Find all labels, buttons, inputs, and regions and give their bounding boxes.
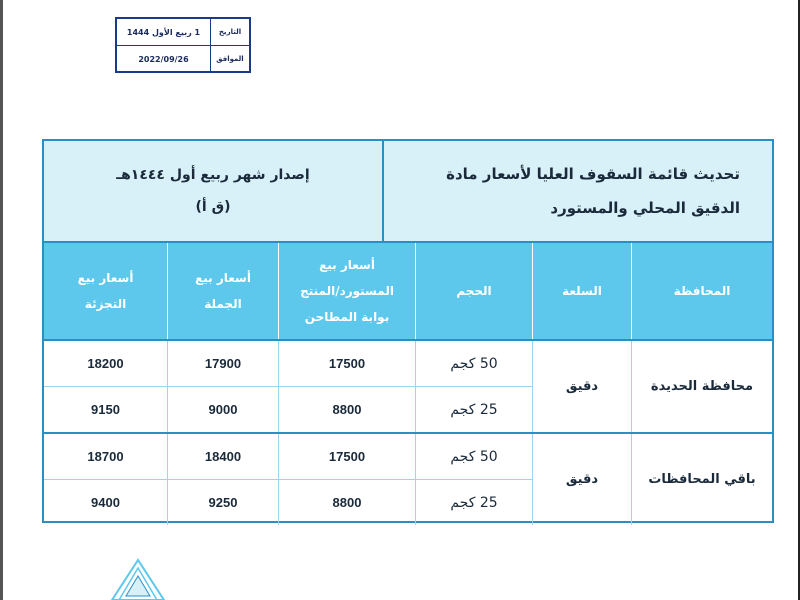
size-cell: 50 كجم xyxy=(415,341,532,386)
table-header-row xyxy=(44,243,772,341)
issue-line1: إصدار شهر ربيع أول ١٤٤٤هـ xyxy=(116,167,310,183)
factory-price-cell: 17500 xyxy=(278,341,415,386)
table-title-line2: الدقيق المحلي والمستورد xyxy=(550,199,740,217)
factory-price-cell: 8800 xyxy=(278,480,415,525)
price-table xyxy=(42,139,774,523)
commodity-cell: دقيق xyxy=(532,434,631,525)
factory-price-cell: 17500 xyxy=(278,434,415,479)
table-title-row xyxy=(44,141,772,243)
retail-price-cell: 9150 xyxy=(91,402,120,417)
retail-price-cell: 18200 xyxy=(87,356,124,371)
table-group-other-governorates xyxy=(44,432,772,525)
gregorian-date-label: الموافق xyxy=(210,46,249,72)
governorate-cell: محافظة الحديدة xyxy=(631,341,772,432)
table-row xyxy=(44,341,532,386)
header-retail-price: أسعار بيع التجزئة xyxy=(77,271,134,311)
wholesale-price-cell: 17900 xyxy=(167,341,278,386)
table-group-hodeidah xyxy=(44,341,772,432)
header-wholesale-price: أسعار بيع الجملة xyxy=(167,243,278,339)
gregorian-date-row xyxy=(117,45,249,72)
group-rows xyxy=(44,341,532,432)
group-rows xyxy=(44,434,532,525)
header-governorate: المحافظة xyxy=(631,243,772,339)
hijri-date-row xyxy=(117,19,249,45)
size-cell: 25 كجم xyxy=(415,480,532,525)
date-box xyxy=(115,17,251,73)
logo-triangle-icon xyxy=(108,558,168,600)
hijri-date-value: 1 ربيع الأول 1444 xyxy=(126,27,201,37)
commodity-cell: دقيق xyxy=(532,341,631,432)
hijri-date-label: التاريخ xyxy=(210,19,249,45)
factory-price-cell: 8800 xyxy=(278,387,415,432)
table-row xyxy=(44,479,532,525)
table-row xyxy=(44,434,532,479)
issue-info xyxy=(44,141,382,241)
retail-price-cell: 18700 xyxy=(87,449,124,464)
governorate-cell: باقي المحافظات xyxy=(631,434,772,525)
gregorian-date-value: 2022/09/26 xyxy=(138,54,189,64)
retail-price-cell: 9400 xyxy=(91,495,120,510)
size-cell: 25 كجم xyxy=(415,387,532,432)
wholesale-price-cell: 18400 xyxy=(167,434,278,479)
size-cell: 50 كجم xyxy=(415,434,532,479)
header-factory-price: أسعار بيع المستورد/المنتج بوابة المطاحن xyxy=(278,243,415,339)
wholesale-price-cell: 9250 xyxy=(167,480,278,525)
issue-line2: (ق أ) xyxy=(195,199,231,215)
header-size: الحجم xyxy=(415,243,532,339)
header-commodity: السلعة xyxy=(532,243,631,339)
wholesale-price-cell: 9000 xyxy=(167,387,278,432)
table-row xyxy=(44,386,532,432)
table-title-line1: تحديث قائمة السقوف العليا لأسعار مادة xyxy=(446,165,740,183)
page-left-edge xyxy=(0,0,3,600)
table-title xyxy=(382,141,772,241)
